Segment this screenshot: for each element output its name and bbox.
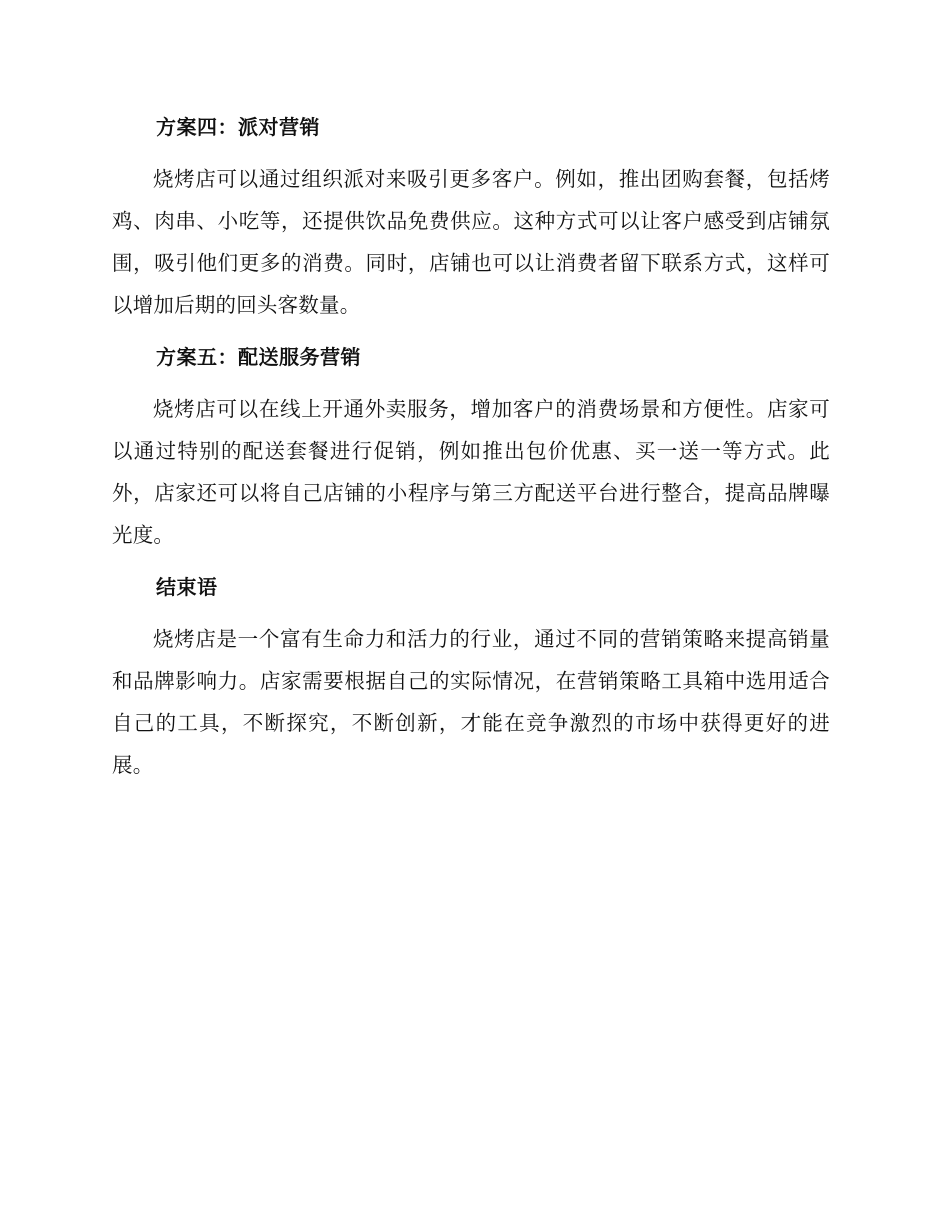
section-paragraph-conclusion: 烧烤店是一个富有生命力和活力的行业，通过不同的营销策略来提高销量和品牌影响力。店家需要根据自己的实际情况，在营销策略工具箱中选用适合自己的工具，不断探究，不断创新，才能在竞争激烈的市场中获得更好的进展。	[112, 627, 830, 777]
section-gap	[112, 326, 830, 338]
section-gap	[112, 556, 830, 568]
section-heading-plan-four: 方案四：派对营销	[156, 115, 320, 139]
document-page	[112, 108, 830, 786]
section-heading-plan-five: 方案五：配送服务营销	[156, 345, 361, 369]
section-paragraph-plan-four: 烧烤店可以通过组织派对来吸引更多客户。例如，推出团购套餐，包括烤鸡、肉串、小吃等，还提供饮品免费供应。这种方式可以让客户感受到店铺氛围，吸引他们更多的消费。同时，店铺也可以让消费者留下联系方式，这样可以增加后期的回头客数量。	[112, 167, 830, 317]
section-paragraph-plan-five: 烧烤店可以在线上开通外卖服务，增加客户的消费场景和方便性。店家可以通过特别的配送套餐进行促销，例如推出包价优惠、买一送一等方式。此外，店家还可以将自己店铺的小程序与第三方配送平台进行整合，提高品牌曝光度。	[112, 397, 830, 547]
section-heading-conclusion: 结束语	[156, 575, 218, 599]
